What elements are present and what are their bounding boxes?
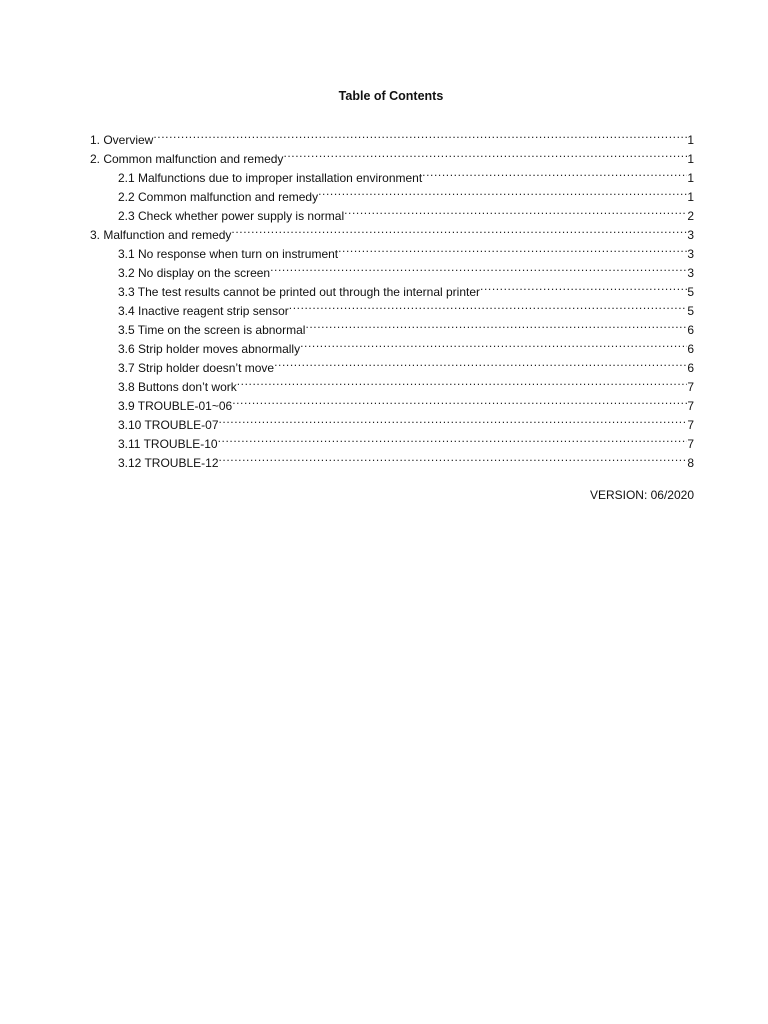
toc-entry-label: 3.10 TROUBLE-07 <box>118 418 219 432</box>
toc-entry-label: 3.3 The test results cannot be printed out through the internal printer <box>118 285 481 299</box>
toc-entry-label: 3.7 Strip holder doesn’t move <box>118 361 275 375</box>
version-label: VERSION: 06/2020 <box>589 488 694 502</box>
dot-leader <box>422 163 687 182</box>
toc-entry-label: 3. Malfunction and remedy <box>90 228 232 242</box>
toc-entry-page-number: 3 <box>687 266 694 280</box>
toc-entry-page-number: 6 <box>687 361 694 375</box>
dot-leader <box>289 296 688 315</box>
dot-leader <box>318 182 687 201</box>
toc-entry-page-number: 8 <box>687 456 694 470</box>
toc-title: Table of Contents <box>338 89 444 103</box>
toc-entry-page-number: 7 <box>687 380 694 394</box>
toc-entry-label: 1. Overview <box>90 133 154 147</box>
dot-leader <box>344 201 687 220</box>
toc-entry-page-number: 2 <box>687 209 694 223</box>
toc-entry-page-number: 7 <box>687 418 694 432</box>
toc-entry-label: 3.5 Time on the screen is abnormal <box>118 323 306 337</box>
toc-list <box>90 125 694 470</box>
toc-entry-page-number: 3 <box>687 247 694 261</box>
toc-entry-page-number: 6 <box>687 323 694 337</box>
toc-entry-page-number: 7 <box>687 437 694 451</box>
dot-leader <box>274 353 687 372</box>
dot-leader <box>270 258 687 277</box>
toc-entry-page-number: 7 <box>687 399 694 413</box>
toc-entry-label: 2.1 Malfunctions due to improper installation environment <box>118 171 423 185</box>
toc-entry-label: 3.9 TROUBLE-01~06 <box>118 399 233 413</box>
toc-entry-page-number: 1 <box>687 171 694 185</box>
dot-leader <box>300 334 687 353</box>
toc-entry-page-number: 1 <box>687 152 694 166</box>
toc-entry-page-number: 5 <box>687 304 694 318</box>
toc-entry-label: 3.6 Strip holder moves abnormally <box>118 342 301 356</box>
toc-entry-label: 3.1 No response when turn on instrument <box>118 247 339 261</box>
dot-leader <box>218 429 688 448</box>
dot-leader <box>283 144 687 163</box>
toc-entry-page-number: 6 <box>687 342 694 356</box>
dot-leader <box>338 239 687 258</box>
toc-entry-label: 3.2 No display on the screen <box>118 266 271 280</box>
toc-entry-2-common-malfunction[interactable] <box>90 144 694 166</box>
toc-entry-page-number: 1 <box>687 133 694 147</box>
dot-leader <box>219 448 688 467</box>
dot-leader <box>153 125 687 144</box>
dot-leader <box>480 277 687 296</box>
dot-leader <box>305 315 687 334</box>
toc-entry-page-number: 3 <box>687 228 694 242</box>
toc-entry-1-overview[interactable] <box>90 125 694 147</box>
dot-leader <box>237 372 688 391</box>
toc-entry-label: 2. Common malfunction and remedy <box>90 152 284 166</box>
dot-leader <box>219 410 688 429</box>
toc-entry-label: 2.2 Common malfunction and remedy <box>118 190 319 204</box>
toc-entry-label: 3.4 Inactive reagent strip sensor <box>118 304 289 318</box>
toc-entry-page-number: 5 <box>687 285 694 299</box>
toc-entry-label: 2.3 Check whether power supply is normal <box>118 209 345 223</box>
dot-leader <box>231 220 687 239</box>
toc-entry-label: 3.11 TROUBLE-10 <box>118 437 218 451</box>
dot-leader <box>232 391 687 410</box>
toc-entry-page-number: 1 <box>687 190 694 204</box>
toc-entry-label: 3.8 Buttons don’t work <box>118 380 237 394</box>
toc-entry-label: 3.12 TROUBLE-12 <box>118 456 219 470</box>
